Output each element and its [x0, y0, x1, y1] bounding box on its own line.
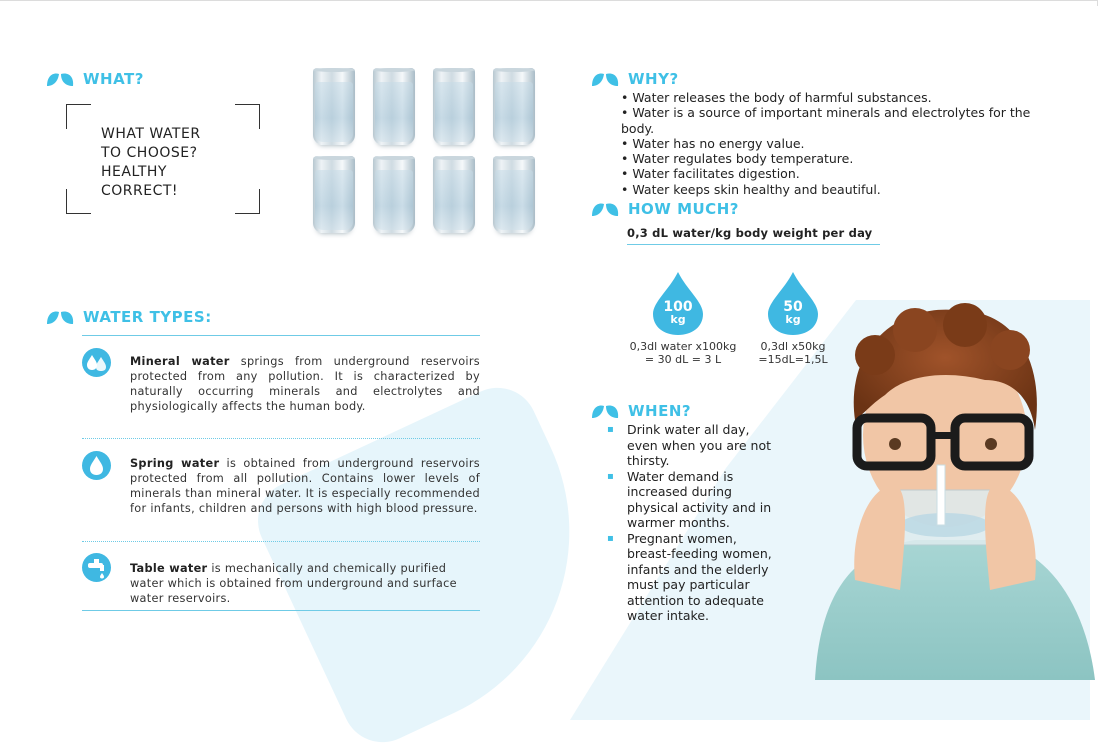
why-list — [621, 90, 1061, 197]
what-line: HEALTHY — [101, 164, 167, 180]
water-glass — [373, 156, 415, 233]
divider — [82, 335, 480, 336]
list-item-text: Pregnant women, breast-feeding women, infants and the elderly must pay particular attention to adequate water intake. — [627, 530, 772, 623]
type-text: is obtained from underground reservoirs protected from all pollution. Contains lower levels of minerals than mineral water. It is especially recommended for infants, children and persons with high blood pressure. — [130, 457, 480, 515]
calc-line: = 30 dL = 3 L — [644, 353, 722, 366]
drop-value: 50 — [783, 299, 803, 315]
what-heading — [45, 70, 144, 88]
list-item: • Water is a source of important minerals and electrolytes for the body. — [621, 105, 1031, 136]
corner-bracket — [66, 104, 91, 129]
top-border — [0, 0, 1098, 1]
divider — [627, 244, 880, 245]
list-item: • Water regulates body temperature. — [621, 151, 854, 167]
water-glass — [313, 68, 355, 145]
faucet-icon — [82, 553, 111, 582]
water-drops-icon — [82, 348, 111, 377]
calc-line: 0,3dl x50kg — [760, 340, 826, 353]
corner-bracket — [66, 189, 91, 214]
leaf-icon — [590, 70, 620, 88]
what-line: WHAT WATER — [101, 126, 201, 142]
leaf-icon — [45, 308, 75, 326]
list-item-text: Water demand is increased during physical activity and in warmer months. — [627, 468, 772, 530]
list-item: • Water has no energy value. — [621, 135, 805, 151]
what-heading-text: WHAT? — [83, 70, 144, 88]
water-glass — [493, 68, 535, 145]
list-item: • Water releases the body of harmful substances. — [621, 90, 932, 105]
calc-line: =15dL=1,5L — [758, 353, 828, 366]
bullet-icon: ▪ — [607, 470, 614, 482]
calc-100 — [618, 340, 748, 366]
water-drop-icon — [82, 451, 111, 480]
leaf-icon — [45, 70, 75, 88]
type-name: Table water — [130, 562, 208, 575]
water-glass — [313, 156, 355, 233]
mineral-water-description — [130, 354, 480, 414]
what-line: TO CHOOSE? — [101, 145, 198, 161]
when-heading — [590, 402, 691, 420]
what-question — [101, 125, 201, 201]
child-drinking-water-image — [795, 300, 1095, 680]
water-glass — [433, 68, 475, 145]
drop-value: 100 — [663, 299, 693, 315]
list-item — [607, 530, 772, 624]
leaf-icon — [590, 200, 620, 218]
why-heading-text: WHY? — [628, 70, 679, 88]
list-item-text: Drink water all day, even when you are not thirsty. — [627, 422, 772, 468]
type-text: springs from underground reservoirs protected from any pollution. It is characterized by naturally occurring minerals and electrolytes and physiologically affects the human body. — [130, 355, 480, 413]
why-heading — [590, 70, 679, 88]
type-text: is mechanically and chemically purified water which is obtained from underground and surface water reservoirs. — [130, 562, 457, 605]
water-glass — [493, 156, 535, 233]
corner-bracket — [235, 104, 260, 129]
when-list — [607, 422, 772, 624]
dotted-divider — [82, 438, 480, 439]
type-name: Mineral water — [130, 355, 230, 368]
water-glass — [373, 68, 415, 145]
drop-label-100 — [651, 300, 705, 326]
daily-intake-rule: 0,3 dL water/kg body weight per day — [627, 226, 873, 240]
how-much-heading-text: HOW MUCH? — [628, 200, 739, 218]
leaf-icon — [590, 402, 620, 420]
type-name: Spring water — [130, 457, 220, 470]
dotted-divider — [82, 541, 480, 542]
list-item — [607, 468, 772, 531]
drop-unit: kg — [785, 313, 801, 326]
water-types-heading — [45, 308, 212, 326]
water-glass — [433, 156, 475, 233]
what-box — [66, 104, 260, 214]
divider — [82, 610, 480, 611]
calc-line: 0,3dl water x100kg — [629, 340, 737, 353]
bullet-icon: ▪ — [607, 424, 614, 435]
when-heading-text: WHEN? — [628, 402, 692, 420]
how-much-heading — [590, 200, 739, 218]
list-item — [607, 422, 772, 469]
list-item: • Water keeps skin healthy and beautiful. — [621, 181, 881, 197]
spring-water-description — [130, 456, 480, 516]
bullet-icon: ▪ — [607, 532, 614, 544]
corner-bracket — [235, 189, 260, 214]
table-water-description — [130, 561, 480, 606]
what-line: CORRECT! — [101, 183, 179, 199]
list-item: • Water facilitates digestion. — [621, 166, 800, 182]
drop-unit: kg — [670, 313, 686, 326]
water-types-heading-text: WATER TYPES: — [83, 308, 212, 326]
